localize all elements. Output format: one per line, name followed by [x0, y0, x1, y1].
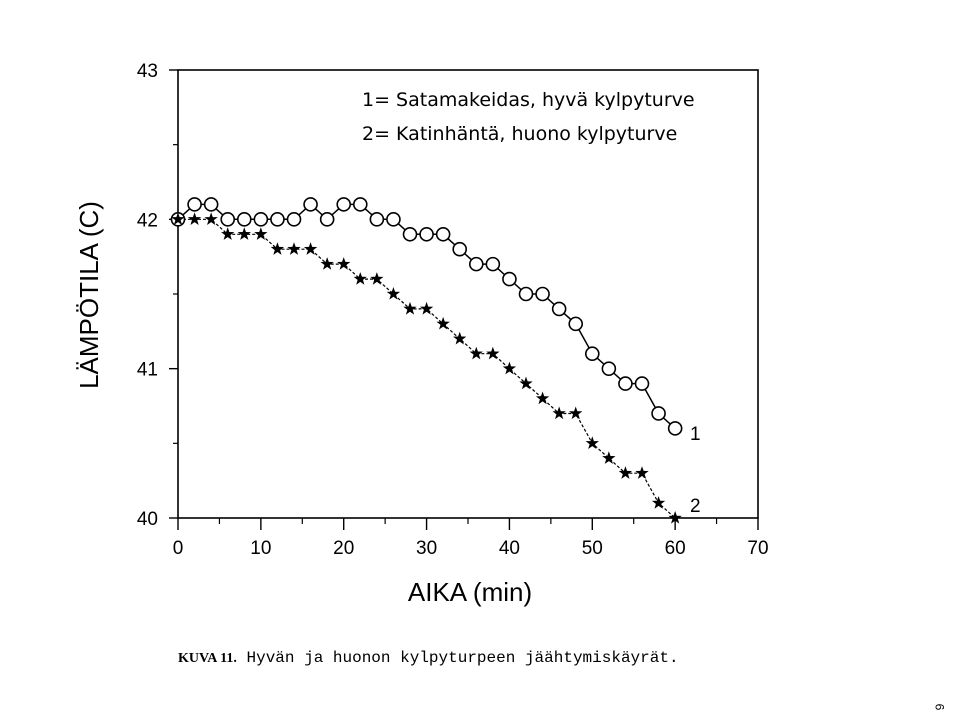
caption-label: KUVA 11.	[178, 651, 237, 666]
series-1-point	[470, 258, 483, 271]
series-1-point	[520, 288, 533, 301]
caption-text: Hyvän ja huonon kylpyturpeen jäähtymiskäyrät.	[246, 649, 679, 667]
series-2-point	[470, 347, 483, 360]
series-1-point	[288, 213, 301, 226]
series-1-point	[221, 213, 234, 226]
series-1-point	[321, 213, 334, 226]
y-tick-label: 40	[136, 509, 158, 530]
series-2-point	[503, 362, 516, 375]
series-2-point	[238, 227, 251, 240]
series-1-point	[636, 377, 649, 390]
series-1-point	[503, 273, 516, 286]
series-1-point	[536, 288, 549, 301]
y-axis-title: LÄMPÖTILA (C)	[74, 201, 104, 389]
series-1-point	[453, 243, 466, 256]
series-1-point	[271, 213, 284, 226]
series-2-point	[420, 302, 433, 315]
y-tick-label: 41	[136, 359, 158, 381]
figure-caption	[178, 649, 679, 667]
series-2-point	[354, 272, 367, 285]
series-2-point	[635, 466, 648, 479]
series-1-point	[669, 422, 682, 435]
series-2-point	[453, 332, 466, 345]
legend-entry-2: 2= Katinhäntä, huono kylpyturve	[362, 123, 678, 145]
page-number: 6	[932, 703, 947, 711]
series-1-end-label: 1	[690, 424, 701, 445]
x-tick-label: 30	[416, 538, 438, 559]
series-1-point	[387, 213, 400, 226]
series-2-point	[569, 406, 582, 419]
series-1-point	[354, 198, 367, 211]
series-2-point	[337, 257, 350, 270]
x-tick-label: 40	[498, 538, 520, 559]
series-1-point	[337, 198, 350, 211]
series-2-point	[287, 242, 300, 255]
series-markers	[171, 198, 681, 524]
series-1-point	[238, 213, 251, 226]
series-1-point	[586, 347, 599, 360]
y-tick-label: 42	[136, 210, 158, 232]
y-tick-label: 43	[136, 61, 158, 82]
series-1-point	[370, 213, 383, 226]
series-1-point	[602, 362, 615, 375]
x-tick-label: 70	[747, 538, 769, 559]
series-1-point	[304, 198, 317, 211]
series-2-point	[221, 227, 234, 240]
legend	[362, 89, 695, 145]
x-tick-label: 0	[172, 538, 184, 559]
series-2-line	[178, 219, 675, 518]
x-tick-label: 20	[333, 538, 355, 559]
series-2-point	[619, 466, 632, 479]
series-1-point	[486, 258, 499, 271]
x-tick-label: 50	[581, 538, 603, 559]
series-2-point	[403, 302, 416, 315]
series-1-point	[420, 228, 433, 241]
series-1-point	[254, 213, 267, 226]
series-lines	[178, 204, 675, 518]
series-2-point	[188, 212, 201, 225]
series-1-point	[437, 228, 450, 241]
series-2-point	[602, 451, 615, 464]
x-axis-title: AIKA (min)	[407, 577, 533, 607]
series-1-point	[404, 228, 417, 241]
series-1-point	[569, 317, 582, 330]
series-2-point	[204, 212, 217, 225]
series-1-point	[553, 302, 566, 315]
series-2-point	[254, 227, 267, 240]
x-tick-label: 10	[250, 538, 272, 559]
series-2-point	[271, 242, 284, 255]
series-2-end-label: 2	[690, 496, 701, 517]
series-2-point	[552, 406, 565, 419]
series-1-point	[205, 198, 218, 211]
x-tick-label: 60	[664, 538, 686, 559]
series-1-point	[188, 198, 201, 211]
series-2-point	[536, 392, 549, 405]
series-1-point	[619, 377, 632, 390]
series-1-point	[652, 407, 665, 420]
series-2-point	[320, 257, 333, 270]
legend-entry-1: 1= Satamakeidas, hyvä kylpyturve	[362, 89, 695, 111]
